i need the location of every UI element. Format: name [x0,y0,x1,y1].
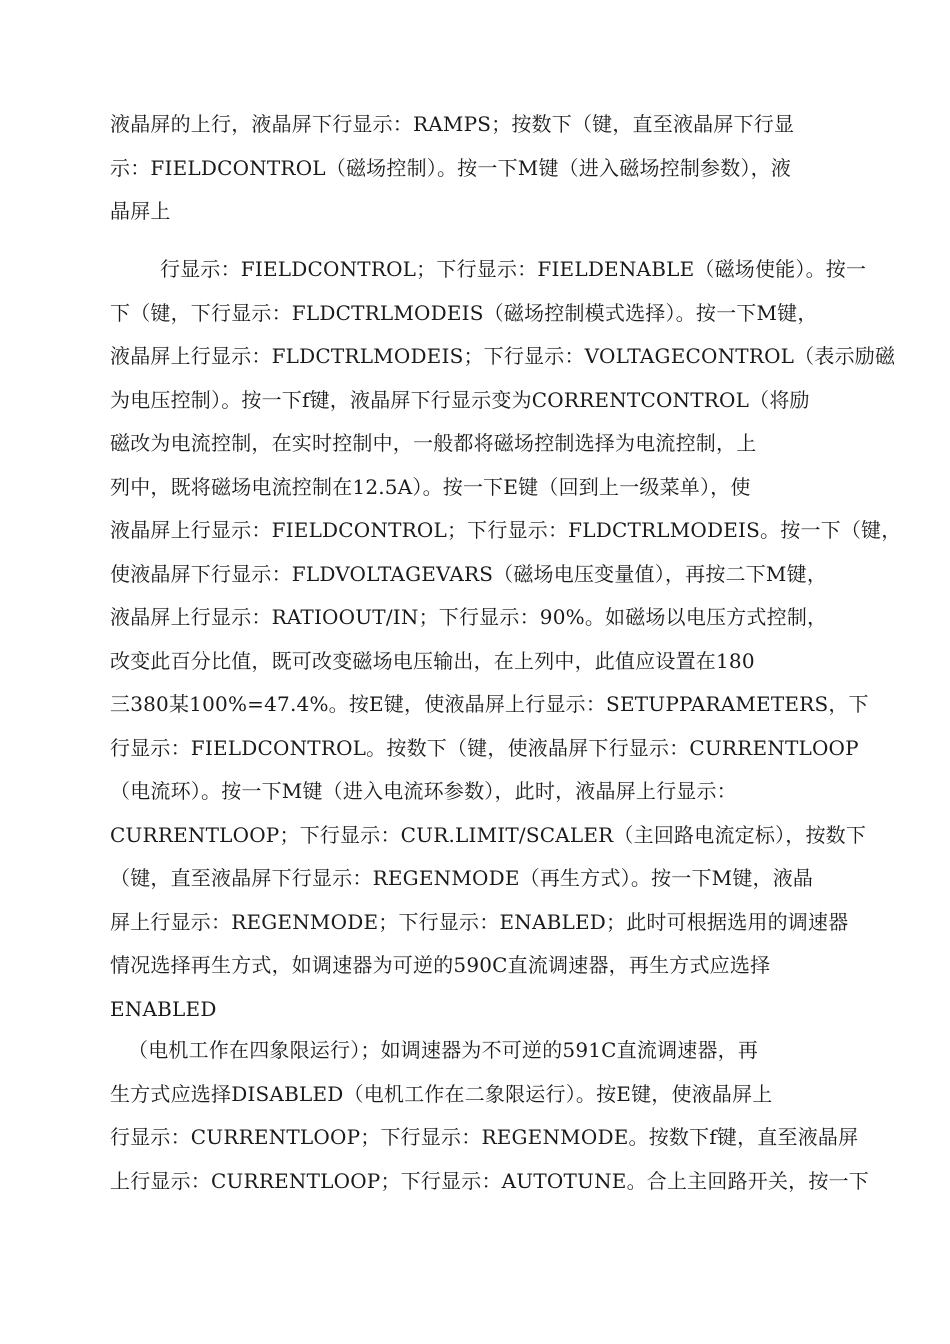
text-line: 示：FIELDCONTROL（磁场控制）。按一下M键（进入磁场控制参数），液 [110,155,792,180]
text-line: 液晶屏的上行，液晶屏下行显示：RAMPS；按数下（键，直至液晶屏下行显 [110,112,795,136]
text-line: （电流环）。按一下M键（进入电流环参数），此时，液晶屏上行显示： [110,779,737,803]
text-line: CURRENTLOOP；下行显示：CUR.LIMIT/SCALER（主回路电流定标），按数下 [110,822,867,847]
text-line: 晶屏上 [110,199,171,223]
text-line: 液晶屏上行显示：FLDCTRLMODEIS；下行显示：VOLTAGECONTROL（表示励磁 [110,344,896,368]
text-line: 液晶屏上行显示：FIELDCONTROL；下行显示：FLDCTRLMODEIS。按一下（键， [110,518,902,542]
text-line: （键，直至液晶屏下行显示：REGENMODE（再生方式）。按一下M键，液晶 [110,866,814,890]
paragraph-2 [110,248,902,1031]
text-line: 改变此百分比值，既可改变磁场电压输出，在上列中，此值应设置在180 [110,648,755,673]
text-line: 情况选择再生方式，如调速器为可逆的590C直流调速器，再生方式应选择 [110,953,771,977]
text-line: 行显示：FIELDCONTROL；下行显示：FIELDENABLE（磁场使能）。按一 [160,257,867,281]
text-line: 三380某100%=47.4%。按E键，使液晶屏上行显示：SETUPPARAMETERS，下 [110,692,869,716]
text-line: 液晶屏上行显示：RATIOOUT/IN；下行显示：90%。如磁场以电压方式控制， [110,605,828,629]
text-line: 上行显示：CURRENTLOOP；下行显示：AUTOTUNE。合上主回路开关，按一下 [110,1168,869,1193]
text-line: 磁改为电流控制，在实时控制中，一般都将磁场控制选择为电流控制，上 [110,431,757,455]
paragraph-1 [110,103,850,234]
text-line: 为电压控制）。按一下f键，液晶屏下行显示变为CORRENTCONTROL（将励 [110,387,810,412]
text-line: ENABLED [110,996,217,1021]
text-line: 使液晶屏下行显示：FLDVOLTAGEVARS（磁场电压变量值），再按二下M键， [110,561,828,586]
text-line: 下（键，下行显示：FLDCTRLMODEIS（磁场控制模式选择）。按一下M键， [110,300,818,325]
text-line: 屏上行显示：REGENMODE；下行显示：ENABLED；此时可根据选用的调速器 [110,909,849,934]
text-line: 列中，既将磁场电流控制在12.5A）。按一下E键（回到上一级菜单），使 [110,474,751,499]
text-line: 行显示：FIELDCONTROL。按数下（键，使液晶屏下行显示：CURRENTLOOP [110,735,859,760]
text-line: 行显示：CURRENTLOOP；下行显示：REGENMODE。按数下f键，直至液晶屏 [110,1125,859,1149]
paragraph-3 [110,1029,869,1203]
text-line: 生方式应选择DISABLED（电机工作在二象限运行）。按E键，使液晶屏上 [110,1081,773,1106]
text-line: （电机工作在四象限运行）；如调速器为不可逆的591C直流调速器，再 [128,1038,759,1062]
